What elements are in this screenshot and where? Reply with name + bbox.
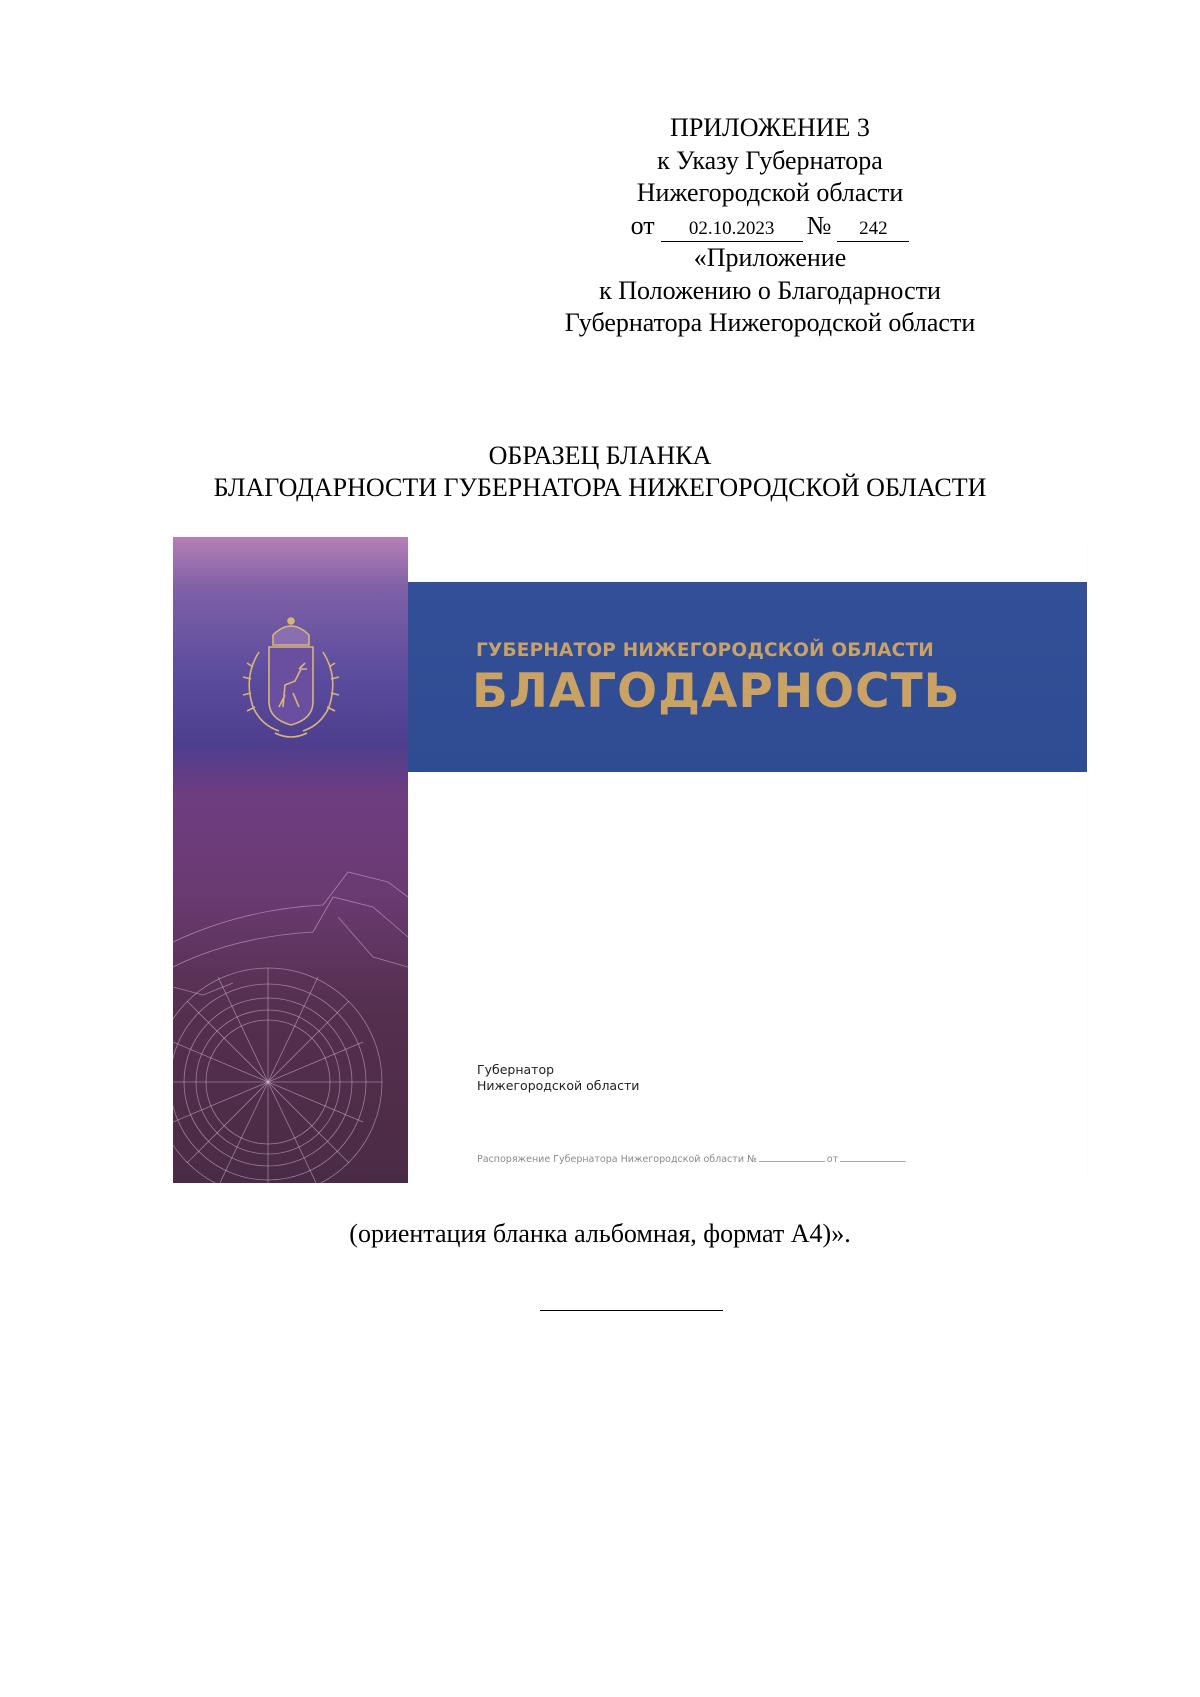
appendix-sub-title: «Приложение [693,243,847,272]
appendix-title: ПРИЛОЖЕНИЕ 3 [670,113,870,142]
date-prefix: от [630,210,655,240]
appendix-date-line [540,210,1000,243]
signer-line2: Нижегородской области [477,1078,640,1093]
order-date-field [840,1152,906,1162]
appendix-region: Нижегородской области [636,178,904,207]
decree-date-field: 02.10.2023 [661,217,803,242]
signer-block [477,1062,639,1094]
coat-of-arms-icon [229,607,353,745]
decree-number-field: 242 [837,217,909,242]
appendix-decree-ref: к Указу Губернатора [657,145,883,175]
blank-caption: (ориентация бланка альбомная, формат А4)». [349,1219,851,1248]
banner-title: БЛАГОДАРНОСТЬ [472,664,961,719]
appendix-sub-region: Губернатора Нижегородской области [564,308,976,337]
order-reference [477,1152,908,1165]
banner-subtitle: ГУБЕРНАТОР НИЖЕГОРОДСКОЙ ОБЛАСТИ [476,640,934,661]
order-text: Распоряжение Губернатора Нижегородской области № [477,1154,757,1165]
title-banner [408,582,1087,772]
appendix-sub-ref: к Положению о Благодарности [599,275,941,305]
sample-title-line2: БЛАГОДАРНОСТИ ГУБЕРНАТОРА НИЖЕГОРОДСКОЙ ОБЛАСТИ [213,473,987,502]
sample-title [0,440,1200,504]
closing-rule [540,1310,723,1311]
sample-title-line1: ОБРАЗЕЦ БЛАНКА [488,441,712,470]
order-number-field [759,1152,825,1162]
certificate-blank [173,537,1087,1183]
signer-line1: Губернатор [477,1062,555,1077]
number-sign: № [806,210,832,240]
order-from: от [826,1154,839,1165]
decorative-strip [173,537,408,1183]
appendix-header [540,112,1000,340]
